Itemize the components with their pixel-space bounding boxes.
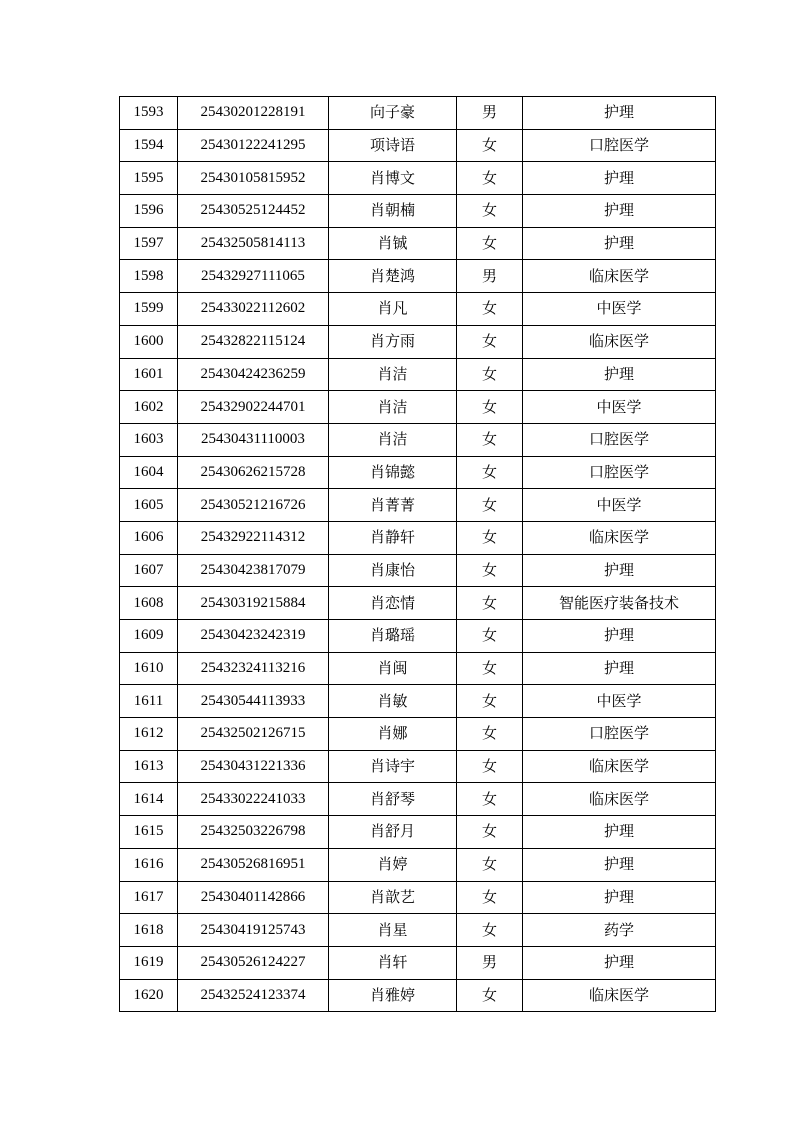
table-row	[120, 456, 716, 489]
student-name-cell: 肖锦懿	[329, 456, 457, 489]
row-number-cell: 1601	[120, 358, 178, 391]
candidate-id-cell: 25433022112602	[178, 293, 329, 326]
candidate-id-cell: 25432524123374	[178, 979, 329, 1012]
major-cell: 护理	[523, 358, 716, 391]
candidate-id-cell: 25430423242319	[178, 620, 329, 653]
major-cell: 临床医学	[523, 750, 716, 783]
row-number-cell: 1610	[120, 652, 178, 685]
candidate-id-cell: 25430419125743	[178, 914, 329, 947]
table-row	[120, 914, 716, 947]
major-cell: 临床医学	[523, 260, 716, 293]
table-row	[120, 718, 716, 751]
student-name-cell: 肖康怡	[329, 554, 457, 587]
gender-cell: 女	[457, 652, 523, 685]
row-number-cell: 1595	[120, 162, 178, 195]
table-row	[120, 423, 716, 456]
student-roster-table	[119, 96, 716, 1012]
candidate-id-cell: 25430424236259	[178, 358, 329, 391]
student-name-cell: 肖博文	[329, 162, 457, 195]
candidate-id-cell: 25430201228191	[178, 97, 329, 130]
table-row	[120, 848, 716, 881]
table-row	[120, 195, 716, 228]
major-cell: 中医学	[523, 685, 716, 718]
row-number-cell: 1608	[120, 587, 178, 620]
student-name-cell: 肖雅婷	[329, 979, 457, 1012]
table-row	[120, 260, 716, 293]
major-cell: 护理	[523, 881, 716, 914]
major-cell: 护理	[523, 227, 716, 260]
major-cell: 智能医疗装备技术	[523, 587, 716, 620]
candidate-id-cell: 25430525124452	[178, 195, 329, 228]
student-name-cell: 肖轩	[329, 946, 457, 979]
row-number-cell: 1604	[120, 456, 178, 489]
gender-cell: 女	[457, 881, 523, 914]
major-cell: 护理	[523, 816, 716, 849]
gender-cell: 女	[457, 195, 523, 228]
gender-cell: 男	[457, 97, 523, 130]
candidate-id-cell: 25430431221336	[178, 750, 329, 783]
table-row	[120, 521, 716, 554]
candidate-id-cell: 25432503226798	[178, 816, 329, 849]
student-name-cell: 肖洁	[329, 358, 457, 391]
gender-cell: 女	[457, 783, 523, 816]
student-name-cell: 肖歆艺	[329, 881, 457, 914]
row-number-cell: 1615	[120, 816, 178, 849]
row-number-cell: 1607	[120, 554, 178, 587]
candidate-id-cell: 25430423817079	[178, 554, 329, 587]
candidate-id-cell: 25432324113216	[178, 652, 329, 685]
row-number-cell: 1616	[120, 848, 178, 881]
gender-cell: 女	[457, 391, 523, 424]
row-number-cell: 1599	[120, 293, 178, 326]
row-number-cell: 1596	[120, 195, 178, 228]
candidate-id-cell: 25433022241033	[178, 783, 329, 816]
gender-cell: 女	[457, 293, 523, 326]
student-name-cell: 肖璐瑶	[329, 620, 457, 653]
row-number-cell: 1605	[120, 489, 178, 522]
row-number-cell: 1593	[120, 97, 178, 130]
student-name-cell: 向子豪	[329, 97, 457, 130]
student-name-cell: 肖恋情	[329, 587, 457, 620]
student-name-cell: 肖方雨	[329, 325, 457, 358]
row-number-cell: 1619	[120, 946, 178, 979]
table-row	[120, 358, 716, 391]
major-cell: 临床医学	[523, 783, 716, 816]
table-row	[120, 816, 716, 849]
gender-cell: 女	[457, 423, 523, 456]
student-name-cell: 肖婷	[329, 848, 457, 881]
gender-cell: 女	[457, 129, 523, 162]
row-number-cell: 1613	[120, 750, 178, 783]
gender-cell: 女	[457, 750, 523, 783]
candidate-id-cell: 25430431110003	[178, 423, 329, 456]
table-row	[120, 162, 716, 195]
student-name-cell: 肖娜	[329, 718, 457, 751]
major-cell: 临床医学	[523, 979, 716, 1012]
major-cell: 临床医学	[523, 325, 716, 358]
gender-cell: 女	[457, 848, 523, 881]
row-number-cell: 1597	[120, 227, 178, 260]
major-cell: 中医学	[523, 489, 716, 522]
roster-table-body	[120, 97, 716, 1012]
student-name-cell: 肖凡	[329, 293, 457, 326]
gender-cell: 女	[457, 358, 523, 391]
table-row	[120, 881, 716, 914]
table-row	[120, 554, 716, 587]
major-cell: 中医学	[523, 293, 716, 326]
candidate-id-cell: 25430521216726	[178, 489, 329, 522]
table-row	[120, 293, 716, 326]
candidate-id-cell: 25432927111065	[178, 260, 329, 293]
student-name-cell: 肖静轩	[329, 521, 457, 554]
student-name-cell: 肖菁菁	[329, 489, 457, 522]
row-number-cell: 1594	[120, 129, 178, 162]
row-number-cell: 1612	[120, 718, 178, 751]
major-cell: 中医学	[523, 391, 716, 424]
row-number-cell: 1609	[120, 620, 178, 653]
table-row	[120, 97, 716, 130]
gender-cell: 女	[457, 685, 523, 718]
row-number-cell: 1611	[120, 685, 178, 718]
row-number-cell: 1598	[120, 260, 178, 293]
major-cell: 护理	[523, 848, 716, 881]
gender-cell: 女	[457, 521, 523, 554]
student-name-cell: 肖楚鸿	[329, 260, 457, 293]
table-row	[120, 620, 716, 653]
major-cell: 口腔医学	[523, 423, 716, 456]
table-row	[120, 391, 716, 424]
gender-cell: 女	[457, 979, 523, 1012]
student-name-cell: 肖舒琴	[329, 783, 457, 816]
gender-cell: 女	[457, 227, 523, 260]
row-number-cell: 1600	[120, 325, 178, 358]
student-name-cell: 肖洁	[329, 423, 457, 456]
gender-cell: 女	[457, 718, 523, 751]
gender-cell: 男	[457, 946, 523, 979]
gender-cell: 女	[457, 325, 523, 358]
table-row	[120, 587, 716, 620]
student-name-cell: 肖诗宇	[329, 750, 457, 783]
candidate-id-cell: 25430319215884	[178, 587, 329, 620]
student-name-cell: 肖洁	[329, 391, 457, 424]
row-number-cell: 1606	[120, 521, 178, 554]
gender-cell: 女	[457, 587, 523, 620]
major-cell: 临床医学	[523, 521, 716, 554]
major-cell: 护理	[523, 195, 716, 228]
table-row	[120, 325, 716, 358]
candidate-id-cell: 25432922114312	[178, 521, 329, 554]
major-cell: 护理	[523, 554, 716, 587]
major-cell: 护理	[523, 652, 716, 685]
row-number-cell: 1602	[120, 391, 178, 424]
table-row	[120, 129, 716, 162]
table-row	[120, 685, 716, 718]
candidate-id-cell: 25432502126715	[178, 718, 329, 751]
row-number-cell: 1617	[120, 881, 178, 914]
candidate-id-cell: 25432902244701	[178, 391, 329, 424]
candidate-id-cell: 25430526124227	[178, 946, 329, 979]
candidate-id-cell: 25430526816951	[178, 848, 329, 881]
row-number-cell: 1614	[120, 783, 178, 816]
table-row	[120, 489, 716, 522]
table-row	[120, 227, 716, 260]
gender-cell: 女	[457, 914, 523, 947]
candidate-id-cell: 25430105815952	[178, 162, 329, 195]
row-number-cell: 1603	[120, 423, 178, 456]
table-row	[120, 783, 716, 816]
major-cell: 护理	[523, 620, 716, 653]
candidate-id-cell: 25430401142866	[178, 881, 329, 914]
table-row	[120, 979, 716, 1012]
major-cell: 口腔医学	[523, 718, 716, 751]
student-name-cell: 项诗语	[329, 129, 457, 162]
candidate-id-cell: 25430122241295	[178, 129, 329, 162]
student-name-cell: 肖闽	[329, 652, 457, 685]
gender-cell: 男	[457, 260, 523, 293]
gender-cell: 女	[457, 162, 523, 195]
student-name-cell: 肖敏	[329, 685, 457, 718]
gender-cell: 女	[457, 816, 523, 849]
candidate-id-cell: 25430544113933	[178, 685, 329, 718]
gender-cell: 女	[457, 620, 523, 653]
major-cell: 药学	[523, 914, 716, 947]
candidate-id-cell: 25430626215728	[178, 456, 329, 489]
major-cell: 护理	[523, 162, 716, 195]
candidate-id-cell: 25432822115124	[178, 325, 329, 358]
gender-cell: 女	[457, 456, 523, 489]
table-row	[120, 750, 716, 783]
student-name-cell: 肖星	[329, 914, 457, 947]
candidate-id-cell: 25432505814113	[178, 227, 329, 260]
major-cell: 口腔医学	[523, 129, 716, 162]
gender-cell: 女	[457, 554, 523, 587]
gender-cell: 女	[457, 489, 523, 522]
major-cell: 口腔医学	[523, 456, 716, 489]
major-cell: 护理	[523, 946, 716, 979]
student-name-cell: 肖铖	[329, 227, 457, 260]
student-name-cell: 肖朝楠	[329, 195, 457, 228]
major-cell: 护理	[523, 97, 716, 130]
row-number-cell: 1620	[120, 979, 178, 1012]
row-number-cell: 1618	[120, 914, 178, 947]
table-row	[120, 946, 716, 979]
table-row	[120, 652, 716, 685]
student-name-cell: 肖舒月	[329, 816, 457, 849]
